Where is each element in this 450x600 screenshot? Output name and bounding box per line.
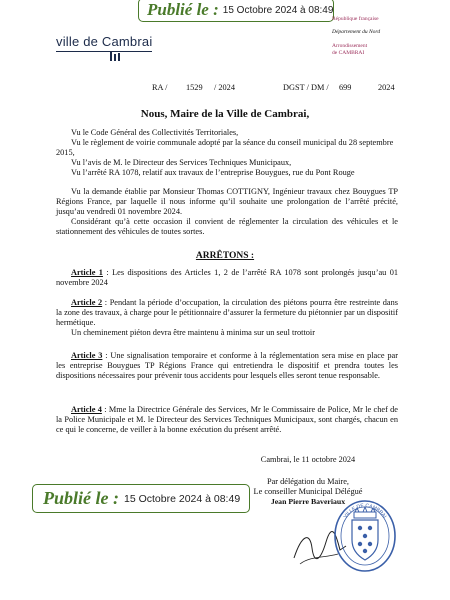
article-title: Article 3	[71, 351, 103, 360]
vu-clause: Vu l’avis de M. le Directeur des Services Techniques Municipaux,	[71, 158, 292, 167]
request-paragraph: Vu la demande établie par Monsieur Thomas COTTIGNY, Ingénieur travaux chez Bouygues TP Régions France, par laquelle il nous informe qu’il souhaite une prolongation de l’arrêté précité, jusqu’au vendredi 01 novembre 2024.	[56, 187, 398, 216]
publication-label: Publié le :	[43, 488, 119, 508]
vu-clause: Vu le règlement de voirie communale adopté par la séance du conseil municipal du 28 septembre 2015,	[56, 138, 394, 157]
publication-date: 15 Octobre 2024 à 08:49	[123, 492, 241, 505]
article-4	[56, 405, 398, 435]
vu-clause: Vu le Code Général des Collectivités Territoriales,	[71, 128, 239, 137]
arretons-heading: ARRÊTONS :	[195, 251, 255, 261]
republique-label: République française	[332, 16, 379, 22]
city-seal	[332, 498, 398, 574]
ra-year: / 2024	[214, 83, 235, 92]
belfry-icon	[108, 52, 124, 61]
article-text: : Une signalisation temporaire et conforme à la réglementation sera mise en place par les entreprise Bouygues TP Régions France qui entretiendra le dispositif et prendra toutes les dispositions nécessaires pour prévenir tous accidents pour lesquels elles seront tenue responsable.	[56, 351, 398, 380]
signatory-role: Le conseiller Municipal Délégué	[253, 487, 363, 496]
cambrai-logo	[56, 34, 166, 49]
vu-clause: Vu l’arrêté RA 1078, relatif aux travaux de l’entreprise Bouygues, rue du Pont Rouge	[71, 168, 355, 177]
article-title: Article 2	[71, 298, 103, 307]
dgst-number: 699	[339, 83, 352, 92]
dgst-label: DGST / DM /	[283, 83, 329, 92]
delegation-text: Par délégation du Maire,	[266, 477, 350, 486]
considerations	[56, 187, 398, 237]
publication-stamp-top	[138, 0, 334, 22]
article-title: Article 4	[71, 405, 102, 414]
article-text: : Pendant la période d’occupation, la circulation des piétons pourra être restreinte dans la zone des travaux, à charge pour le pétitionnaire d’assurer la fermeture du piétonnier par un dispositif hermétique.	[56, 298, 398, 327]
place-date: Cambrai, le 11 octobre 2024	[260, 455, 356, 464]
logo-underline	[56, 51, 152, 52]
publication-stamp-bottom	[32, 484, 250, 513]
ra-label: RA /	[152, 83, 168, 92]
seal-text: VILLE DE CAMBRAI	[342, 502, 388, 520]
publication-date: 15 Octobre 2024 à 08:49	[222, 4, 334, 16]
considering-paragraph: Considérant qu’à cette occasion il convient de réglementer la circulation des véhicules et le stationnement des véhicules de toutes sortes.	[56, 217, 398, 236]
article-extra: Un cheminement piéton devra être maintenu à minima sur un seul trottoir	[71, 328, 315, 337]
departement-label: Département du Nord	[332, 29, 381, 35]
ra-number: 1529	[186, 83, 203, 92]
dgst-year: 2024	[378, 83, 395, 92]
publication-label: Publié le :	[147, 0, 219, 19]
article-text: : Les dispositions des Articles 1, 2 de l’arrêté RA 1078 sont prolongés jusqu’au 01 novembre 2024	[56, 268, 398, 287]
article-title: Article 1	[71, 268, 103, 277]
arrondissement-name: de CAMBRAI	[332, 50, 365, 56]
article-text: : Mme la Directrice Générale des Services, Mr le Commissaire de Police, Mr le chef de la Police Municipale et M. le Directeur des Services Techniques Municipaux, sont chargés, chacun en ce qui le concerne, de veiller à la bonne exécution du présent arrêté.	[56, 405, 398, 434]
article-3	[56, 351, 398, 381]
article-1	[56, 268, 398, 288]
arrondissement-label: Arrondissement	[332, 43, 368, 49]
article-2	[56, 298, 398, 338]
signatory-name: Jean Pierre Baveriaux	[270, 497, 346, 506]
document-title: Nous, Maire de la Ville de Cambrai,	[140, 108, 310, 120]
vu-clauses	[56, 128, 398, 178]
logo-text: ville de Cambrai	[56, 34, 153, 49]
republique-block	[332, 16, 380, 57]
